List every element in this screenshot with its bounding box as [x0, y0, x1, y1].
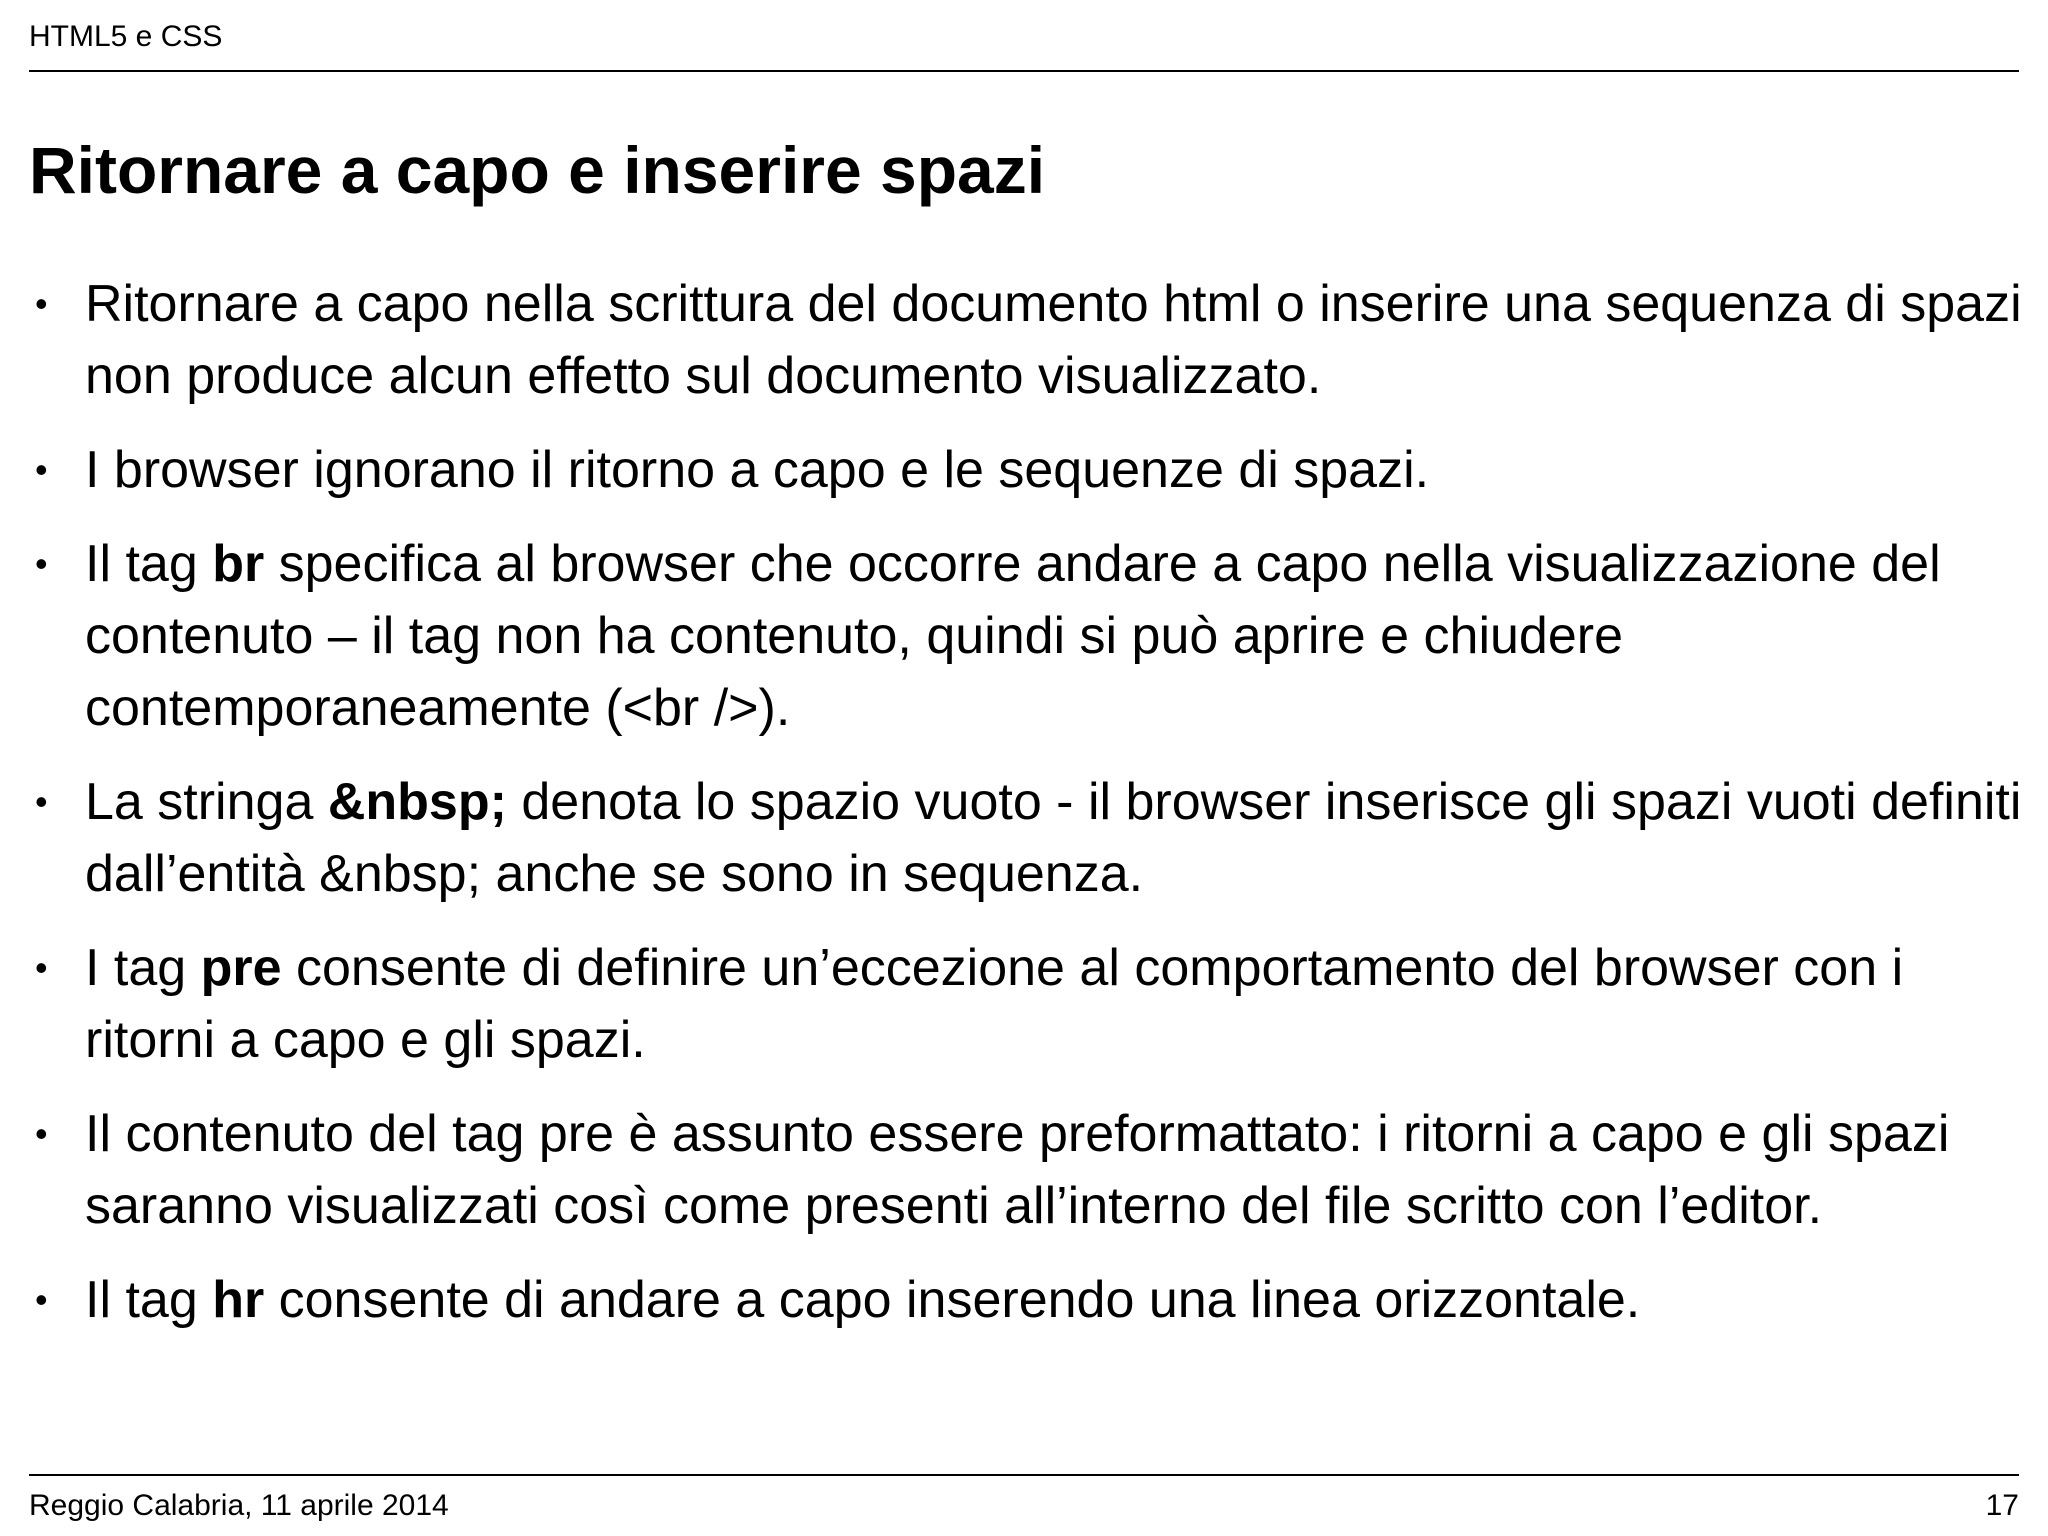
bullet-text: Il tag: [85, 535, 213, 593]
bullet-keyword: &nbsp;: [327, 773, 507, 831]
page-number: 17: [1985, 1489, 2019, 1522]
bullet-text: I tag: [85, 939, 201, 997]
bullet-text-rest: consente di andare a capo inserendo una linea orizzontale.: [264, 1271, 1641, 1329]
bullet-text: Il tag: [85, 1271, 213, 1329]
footer-location-date: Reggio Calabria, 11 aprile 2014: [29, 1489, 449, 1522]
bullet-item: [0, 932, 2048, 1076]
footer-divider: [29, 1474, 2019, 1476]
bullet-item: [0, 1264, 2048, 1336]
bullet-text: Il contenuto del tag pre è assunto essere preformattato: i ritorni a capo e gli spazi saranno visualizzati così come presenti all’interno del file scritto con l’editor.: [85, 1105, 1950, 1235]
bullet-keyword: pre: [200, 939, 282, 997]
bullet-item: [0, 766, 2048, 910]
bullet-dot-icon: •: [35, 543, 48, 584]
bullet-text: I browser ignorano il ritorno a capo e le sequenze di spazi.: [85, 441, 1430, 499]
bullet-text: La stringa: [85, 773, 328, 831]
bullet-item: [0, 268, 2048, 412]
bullet-dot-icon: •: [35, 449, 48, 490]
bullet-text-rest: consente di definire un’eccezione al comportamento del browser con i ritorni a capo e gli spazi.: [85, 939, 1904, 1069]
bullet-keyword: br: [212, 535, 265, 593]
bullet-item: [0, 1098, 2048, 1242]
bullet-dot-icon: •: [35, 781, 48, 822]
bullet-list: [0, 268, 2048, 1358]
bullet-dot-icon: •: [35, 1113, 48, 1154]
bullet-text-rest: specifica al browser che occorre andare a capo nella visualizzazione del contenuto – il tag non ha contenuto, quindi si può aprire e chiudere contemporaneamente (<br />).: [85, 535, 1941, 737]
bullet-item: [0, 528, 2048, 744]
header-divider: [29, 70, 2019, 72]
bullet-dot-icon: •: [35, 947, 48, 988]
header-title: HTML5 e CSS: [29, 20, 223, 53]
slide-title: Ritornare a capo e inserire spazi: [29, 133, 1046, 207]
bullet-dot-icon: •: [35, 283, 48, 324]
bullet-dot-icon: •: [35, 1279, 48, 1320]
bullet-text-rest: denota lo spazio vuoto - il browser inserisce gli spazi vuoti definiti dall’entità &nbsp; anche se sono in sequenza.: [85, 773, 2022, 903]
bullet-item: [0, 434, 2048, 506]
bullet-keyword: hr: [212, 1271, 265, 1329]
bullet-text: Ritornare a capo nella scrittura del documento html o inserire una sequenza di spazi non produce alcun effetto sul documento visualizzato.: [85, 275, 2022, 405]
